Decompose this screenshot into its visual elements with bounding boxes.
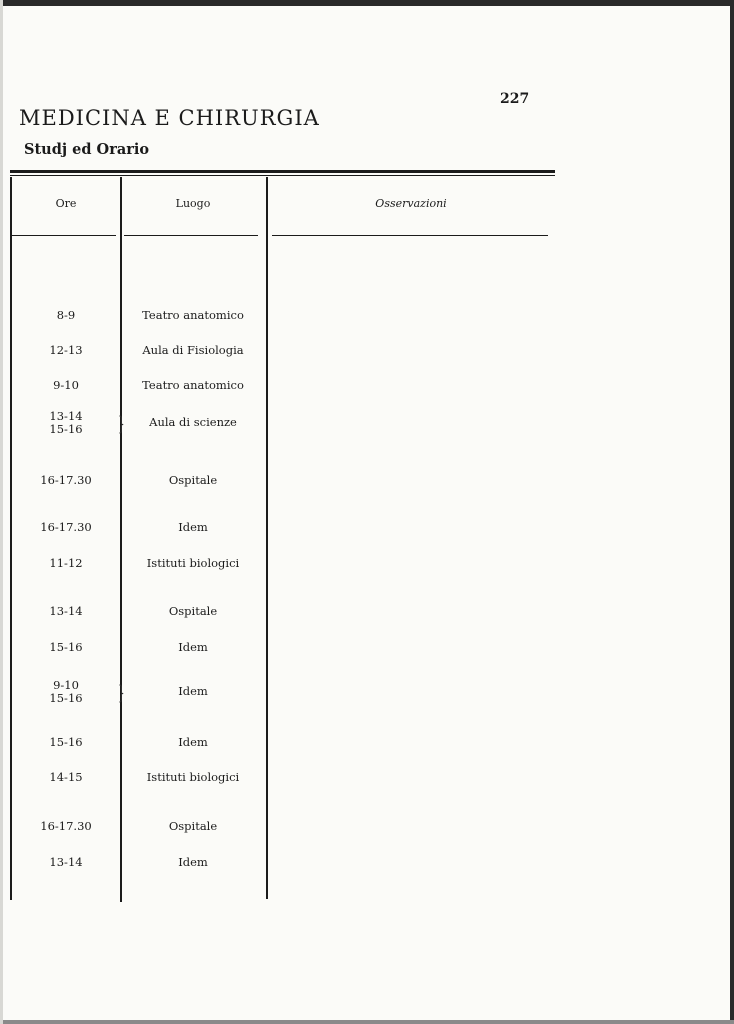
cell-ore: 16-17.30 <box>40 520 92 534</box>
header-rule-osservazioni <box>272 235 548 236</box>
column-header-ore: Ore <box>55 197 77 210</box>
table-row <box>0 605 266 645</box>
table-row <box>0 771 266 811</box>
cell-ore: 13-14 <box>49 855 83 869</box>
table-row <box>0 820 266 860</box>
cell-luogo: Idem <box>178 684 208 698</box>
cell-luogo: Teatro anatomico <box>142 308 244 322</box>
section-title: MEDICINA E CHIRURGIA <box>19 106 320 130</box>
table-row <box>0 679 266 719</box>
cell-ore: 15-16 <box>49 640 83 654</box>
header-rule-luogo <box>124 235 258 236</box>
cell-ore: 9-10 <box>53 378 79 392</box>
scan-border-top <box>0 0 734 6</box>
column-header-luogo: Luogo <box>175 197 211 210</box>
table-row <box>0 641 266 681</box>
cell-luogo: Idem <box>178 520 208 534</box>
table-row <box>0 521 266 561</box>
scan-border-right <box>730 0 734 1024</box>
brace-mark: } <box>118 411 125 435</box>
cell-ore: 16-17.30 <box>40 819 92 833</box>
cell-luogo: Ospitale <box>168 819 218 833</box>
cell-luogo: Idem <box>178 735 208 749</box>
column-header-osservazioni: Osservazioni <box>375 197 447 210</box>
cell-luogo: Aula di Fisiologia <box>142 343 244 357</box>
cell-ore: 13-14 <box>49 604 83 618</box>
cell-luogo: Ospitale <box>168 604 218 618</box>
cell-ore: 15-16 <box>49 735 83 749</box>
table-top-rule <box>10 170 555 173</box>
cell-ore: 16-17.30 <box>40 473 92 487</box>
cell-ore: 13-14 15-16 <box>49 409 83 436</box>
table-row <box>0 410 266 450</box>
cell-luogo: Teatro anatomico <box>142 378 244 392</box>
cell-ore: 9-10 15-16 <box>49 678 83 705</box>
scan-border-bottom <box>0 1020 734 1024</box>
cell-luogo: Istituti biologici <box>146 556 240 570</box>
cell-luogo: Aula di scienze <box>149 415 237 429</box>
cell-luogo: Ospitale <box>168 473 218 487</box>
cell-luogo: Idem <box>178 855 208 869</box>
cell-ore: 8-9 <box>56 308 76 322</box>
table-row <box>0 557 266 597</box>
cell-ore: 12-13 <box>49 343 83 357</box>
section-subtitle: Studj ed Orario <box>24 141 150 158</box>
page-number: 227 <box>500 91 530 107</box>
table-row <box>0 474 266 514</box>
table-row <box>0 856 266 896</box>
cell-ore: 11-12 <box>49 556 83 570</box>
brace-mark: } <box>118 680 125 704</box>
table-top-rule-thin <box>10 175 555 176</box>
cell-luogo: Idem <box>178 640 208 654</box>
header-rule-ore <box>12 235 116 236</box>
cell-luogo: Istituti biologici <box>146 770 240 784</box>
column-divider-luogo-osservazioni <box>266 177 268 899</box>
cell-ore: 14-15 <box>49 770 83 784</box>
